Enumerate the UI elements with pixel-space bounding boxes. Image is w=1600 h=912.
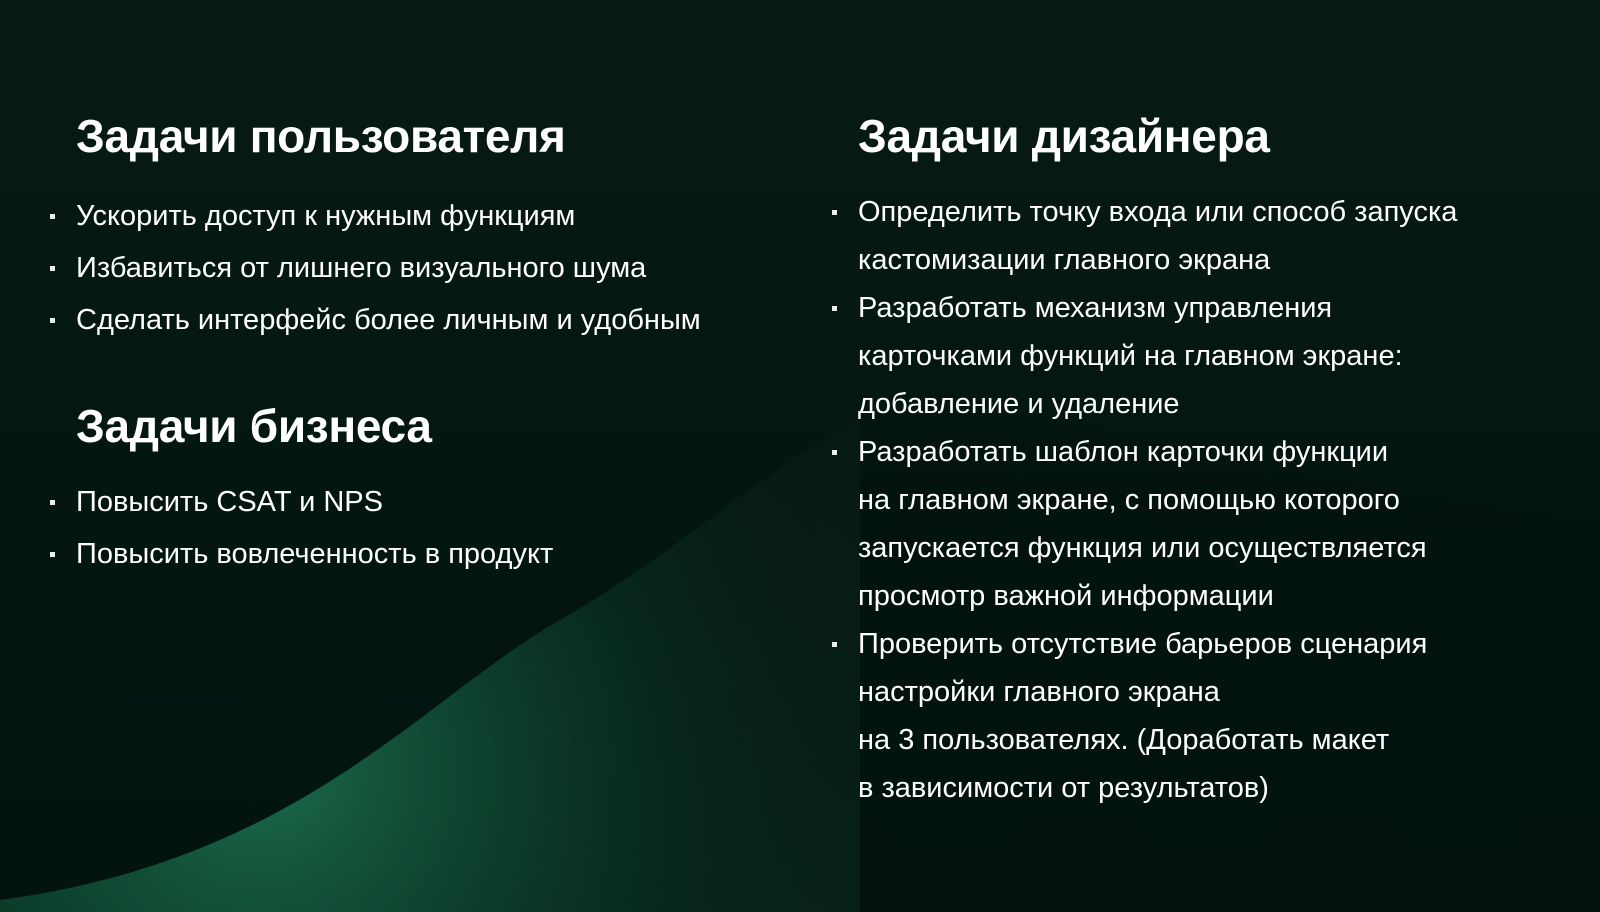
user-tasks-heading: Задачи пользователя [76,110,566,162]
business-tasks-section [76,398,553,580]
bullet-icon [832,306,837,311]
list-item [858,620,1457,812]
bullet-icon [50,318,55,323]
bullet-icon [50,500,55,505]
list-item-text: Проверить отсутствие барьеров сценария настройки главного экрана на 3 пользователях. (Доработать макет в зависимости от результатов) [858,628,1428,804]
list-item-text: Повысить CSAT и NPS [76,486,383,518]
bullet-icon [50,552,55,557]
business-tasks-heading: Задачи бизнеса [76,400,432,452]
business-tasks-list [76,476,553,580]
list-item [858,428,1457,620]
list-item [858,284,1457,428]
list-item-text: Разработать механизм управления карточками функций на главном экране: добавление и удаление [858,292,1403,420]
designer-tasks-list [858,188,1457,812]
list-item [76,294,701,346]
designer-tasks-heading: Задачи дизайнера [858,110,1270,162]
list-item [76,190,701,242]
list-item [858,188,1457,284]
designer-tasks-section [858,108,1457,812]
list-item-text: Повысить вовлеченность в продукт [76,538,554,570]
list-item-text: Ускорить доступ к нужным функциям [76,200,576,232]
bullet-icon [50,214,55,219]
bullet-icon [50,266,55,271]
user-tasks-list [76,190,701,346]
list-item-text: Сделать интерфейс более личным и удобным [76,304,701,336]
list-item [76,528,553,580]
list-item-text: Разработать шаблон карточки функции на главном экране, с помощью которого запускается функция или осуществляется просмотр важной информации [858,436,1427,612]
bullet-icon [832,642,837,647]
bullet-icon [832,210,837,215]
list-item [76,242,701,294]
user-tasks-section [76,108,701,346]
list-item [76,476,553,528]
bullet-icon [832,450,837,455]
list-item-text: Избавиться от лишнего визуального шума [76,252,647,284]
list-item-text: Определить точку входа или способ запуска кастомизации главного экрана [858,196,1458,276]
